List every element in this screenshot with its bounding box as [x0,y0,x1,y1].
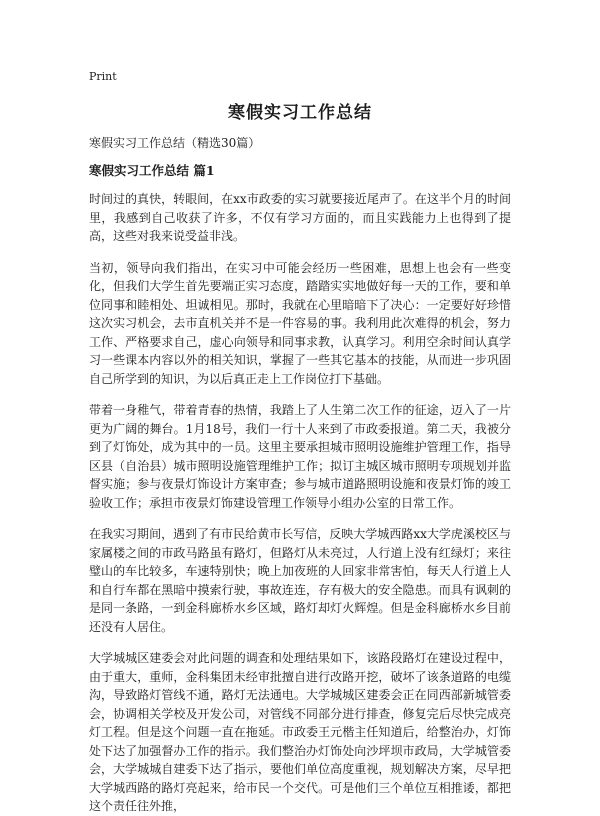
section-heading: 寒假实习工作总结 篇1 [89,163,215,178]
paragraph-1: 时间过的真快，转眼间，在xx市政委的实习就要接近尾声了。在这半个月的时间里，我感到自己收获了许多，不仅有学习方面的，而且实践能力上也得到了提高，这些对我来说受益非浅。 [89,192,511,243]
paragraph-3: 带着一身稚气，带着青春的热情，我踏上了人生第二次工作的征途，迈入了一片更为广阔的舞台。1月18号，我们一行十人来到了市政委报道。第二天，我被分到了灯饰处，成为其中的一员。这里主要承担城市照明设施维护管理工作，指导区县（自治县）城市照明设施管理维护工作；拟订主城区城市照明专项规划并监督实施；参与夜景灯饰设计方案审查；参与城市道路照明设施和夜景灯饰的竣工验收工作；承担市夜景灯饰建设管理工作领导小组办公室的日常工作。 [89,403,511,510]
document-title: 寒假实习工作总结 [228,103,372,123]
paragraph-2: 当初，领导向我们指出，在实习中可能会经历一些困难，思想上也会有一些变化，但我们大学生首先要端正实习态度，踏踏实实地做好每一天的工作，要和单位同事和睦相处、坦诚相见。那时，我就在心里暗暗下了决心：一定要好好珍惜这次实习机会，去市直机关并不是一件容易的事。我利用此次难得的机会，努力工作、严格要求自己，虚心向领导和同事求教，认真学习。利用空余时间认真学习一些课本内容以外的相关知识，掌握了一些其它基本的技能，从而进一步巩固自己所学到的知识，为以后真正走上工作岗位打下基础。 [89,260,511,386]
paragraph-5: 大学城城区建委会对此问题的调查和处理结果如下，该路段路灯在建设过程中，由于重大，重师，金科集团未经审批擅自进行改路开挖，破坏了该条道路的电缆沟，导致路灯管线不通，路灯无法通电。大学城城区建委会正在同西部新城管委会，协调相关学校及开发公司，对管线不同部分进行排查，修复完后尽快完成亮灯工程。但是这个问题一直在拖延。市政委王元楷主任知道后，给整治办，灯饰处下达了加强督办工作的指示。我们整治办灯饰处向沙坪坝市政局，大学城管委会，大学城城自建委下达了指示，要他们单位高度重视，规划解决方案，尽早把大学城西路的路灯亮起来，给市民一个交代。可是他们三个单位互相推诿，都把这个责任往外推， [89,651,511,813]
paragraph-4: 在我实习期间，遇到了有市民给黄市长写信，反映大学城西路xx大学虎溪校区与家属楼之间的市政马路虽有路灯，但路灯从未亮过，人行道上没有红绿灯；来往璧山的车比较多，车速特别快；晚上加夜班的人回家非常害怕，每天人行道上人和自行车都在黑暗中摸索行驶，事故连连，存有极大的安全隐患。而具有讽刺的是同一条路，一到金科廊桥水乡区域，路灯却灯火辉煌。但是金科廊桥水乡目前还没有人居住。 [89,527,511,634]
document-subtitle: 寒假实习工作总结（精选30篇） [89,136,261,150]
print-label: Print [89,70,117,83]
